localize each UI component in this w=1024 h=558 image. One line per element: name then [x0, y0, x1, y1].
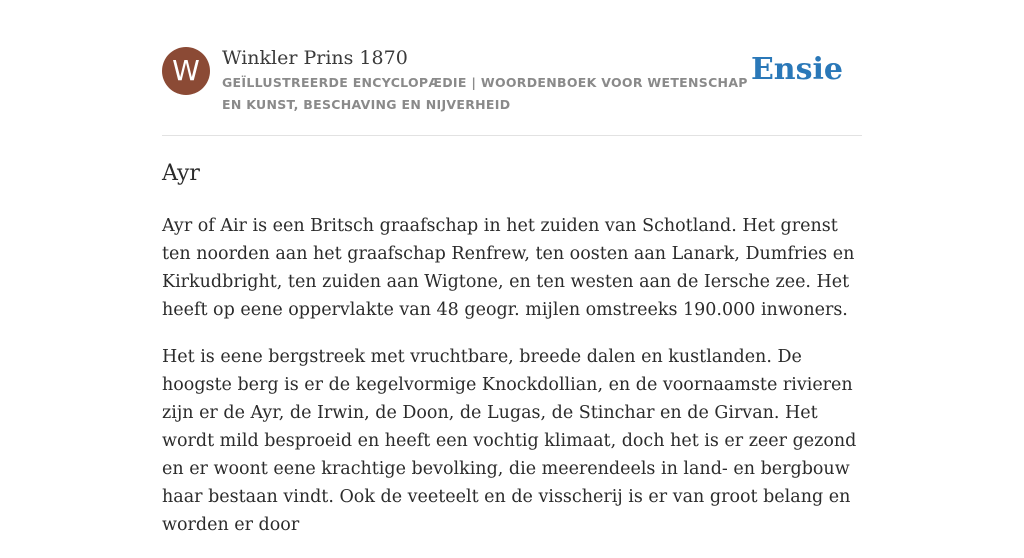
source-subtitle: GEÏLLUSTREERDE ENCYCLOPÆDIE | WOORDENBOEK VOOR WETENSCHAP EN KUNST, BESCHAVING EN NIJVERHEID	[222, 75, 748, 112]
source-header	[162, 46, 862, 136]
source-avatar[interactable]: W	[162, 47, 210, 95]
header-divider	[162, 135, 862, 136]
ensie-logo-link[interactable]: Ensie	[750, 52, 843, 87]
article-paragraph: Het is eene bergstreek met vruchtbare, breede dalen en kustlanden. De hoogste berg is er de kegelvormige Knockdollian, en de voornaamste rivieren zijn er de Ayr, de Irwin, de Doon, de Lugas, de Stinchar en de Girvan. Het wordt mild besproeid en heeft een vochtig klimaat, doch het is er zeer gezond en er woont eene krachtige bevolking, die meerendeels in land- en bergbouw haar bestaan vindt. Ook de veeteelt en de visscherij is er van groot belang en worden er door	[162, 347, 857, 535]
article-body	[162, 212, 862, 558]
article-title: Ayr	[162, 161, 200, 186]
article-paragraph: Ayr of Air is een Britsch graafschap in het zuiden van Schotland. Het grenst ten noorden aan het graafschap Renfrew, ten oosten aan Lanark, Dumfries en Kirkudbright, ten zuiden aan Wigtone, en ten westen aan de Iersche zee. Het heeft op eene oppervlakte van 48 geogr. mijlen omstreeks 190.000 inwoners.	[162, 216, 855, 320]
source-title[interactable]: Winkler Prins 1870	[222, 47, 408, 69]
